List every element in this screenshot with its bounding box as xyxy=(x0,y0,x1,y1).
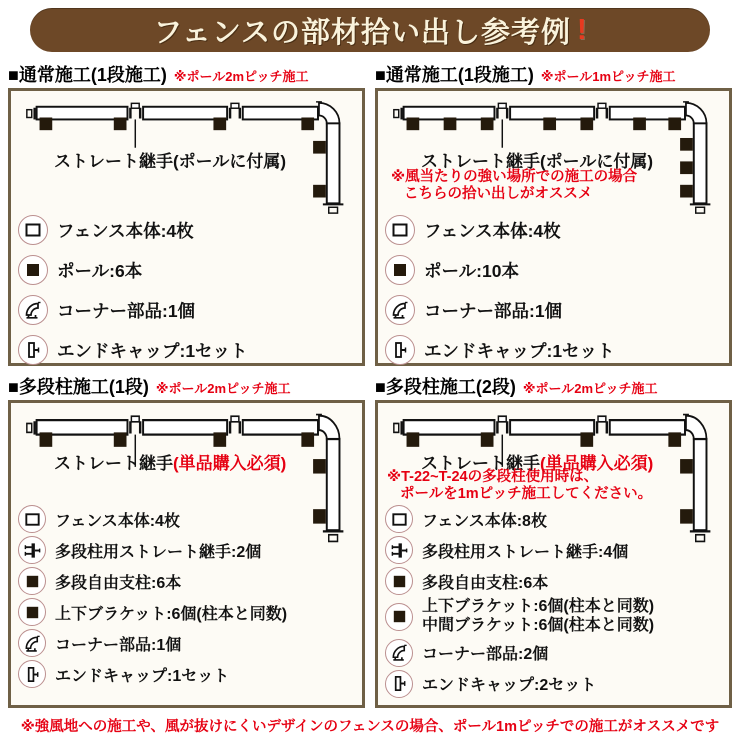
part-item-pole: ポール:6本 xyxy=(18,255,355,285)
panel-title: ■通常施工(1段施工) xyxy=(8,65,167,85)
panel-multi-2dan xyxy=(375,372,732,708)
multi-post-warning-note: ※T-22~T-24の多段柱使用時は、 ポールを1mピッチ施工してください。 xyxy=(387,469,653,503)
panel-grid xyxy=(4,60,736,708)
pitch-note: ※ポール1mピッチ施工 xyxy=(540,69,676,84)
footer-recommendation-note: ※強風地への施工や、風が抜けにくいデザインのフェンスの場合、ポール1mピッチでの施工がオススメです xyxy=(20,719,720,735)
pitch-note: ※ポール2mピッチ施工 xyxy=(173,69,309,84)
corner-part-icon xyxy=(385,295,415,325)
part-item-corner: コーナー部品:1個 xyxy=(18,629,355,657)
pole-icon xyxy=(18,567,46,595)
pitch-note: ※ポール2mピッチ施工 xyxy=(522,381,658,396)
joint-label: ストレート継手(単品購入必須) xyxy=(421,454,654,473)
corner-part-icon xyxy=(18,629,46,657)
part-item-endcap: エンドキャップ:1セット xyxy=(18,335,355,365)
title-exclamation: ! xyxy=(577,13,587,46)
part-item-endcap: エンドキャップ:1セット xyxy=(18,660,355,688)
wind-warning-note: ※風当たりの強い場所での施工の場合 こちらの拾い出しがオススメ xyxy=(391,169,638,203)
part-item-corner: コーナー部品:1個 xyxy=(385,295,722,325)
part-item-brackets xyxy=(385,598,722,636)
joint-label: ストレート継手(ポールに付属) xyxy=(54,152,286,171)
endcap-icon xyxy=(385,670,413,698)
endcap-icon xyxy=(385,335,415,365)
panel-multi-1dan xyxy=(8,372,365,708)
endcap-icon xyxy=(18,660,46,688)
fence-diagram xyxy=(18,95,355,209)
panel-box xyxy=(375,88,732,366)
part-item-fence: フェンス本体:4枚 xyxy=(18,215,355,245)
part-item-endcap: エンドキャップ:2セット xyxy=(385,670,722,698)
panel-normal-1m xyxy=(375,60,732,366)
part-item-multi-joint: 多段柱用ストレート継手:2個 xyxy=(18,536,355,564)
bracket-icon xyxy=(385,603,413,631)
part-item-fence: フェンス本体:8枚 xyxy=(385,505,722,533)
part-item-fence: フェンス本体:4枚 xyxy=(18,505,355,533)
part-item-multi-joint: 多段柱用ストレート継手:4個 xyxy=(385,536,722,564)
panel-box xyxy=(375,400,732,708)
title-banner xyxy=(30,8,710,52)
parts-list xyxy=(385,215,722,365)
part-item-pole: ポール:10本 xyxy=(385,255,722,285)
panel-normal-2m xyxy=(8,60,365,366)
fence-diagram xyxy=(385,407,722,503)
part-item-fence: フェンス本体:4枚 xyxy=(385,215,722,245)
panel-heading xyxy=(8,373,365,398)
panel-title: ■多段柱施工(1段) xyxy=(8,377,149,397)
pole-icon xyxy=(385,255,415,285)
fence-panel-icon xyxy=(385,215,415,245)
bracket-icon xyxy=(18,598,46,626)
corner-part-icon xyxy=(385,639,413,667)
panel-heading xyxy=(375,61,732,86)
bracket-lines: 上下ブラケット:6個(柱本と同数) 中間ブラケット:6個(柱本と同数) xyxy=(422,598,655,634)
part-item-free-post: 多段自由支柱:6本 xyxy=(385,567,722,595)
pole-icon xyxy=(385,567,413,595)
pole-icon xyxy=(18,255,48,285)
panel-title: ■通常施工(1段施工) xyxy=(375,65,534,85)
panel-box xyxy=(8,88,365,366)
fence-diagram xyxy=(18,407,355,503)
part-item-free-post: 多段自由支柱:6本 xyxy=(18,567,355,595)
parts-list xyxy=(18,215,355,365)
page-title: フェンスの部材拾い出し参考例 xyxy=(153,16,571,49)
panel-box xyxy=(8,400,365,708)
fence-panel-icon xyxy=(18,215,48,245)
joint-label: ストレート継手(単品購入必須) xyxy=(54,454,287,473)
pitch-note: ※ポール2mピッチ施工 xyxy=(155,381,291,396)
panel-title: ■多段柱施工(2段) xyxy=(375,377,516,397)
endcap-icon xyxy=(18,335,48,365)
panel-heading xyxy=(8,61,365,86)
joint-label: ストレート継手(ポールに付属) xyxy=(421,152,653,171)
fence-layout-drawing xyxy=(20,409,360,547)
part-item-endcap: エンドキャップ:1セット xyxy=(385,335,722,365)
fence-diagram xyxy=(385,95,722,209)
part-item-bracket: 上下ブラケット:6個(柱本と同数) xyxy=(18,598,355,626)
panel-heading xyxy=(375,373,732,398)
part-item-corner: コーナー部品:2個 xyxy=(385,639,722,667)
corner-part-icon xyxy=(18,295,48,325)
part-item-corner: コーナー部品:1個 xyxy=(18,295,355,325)
